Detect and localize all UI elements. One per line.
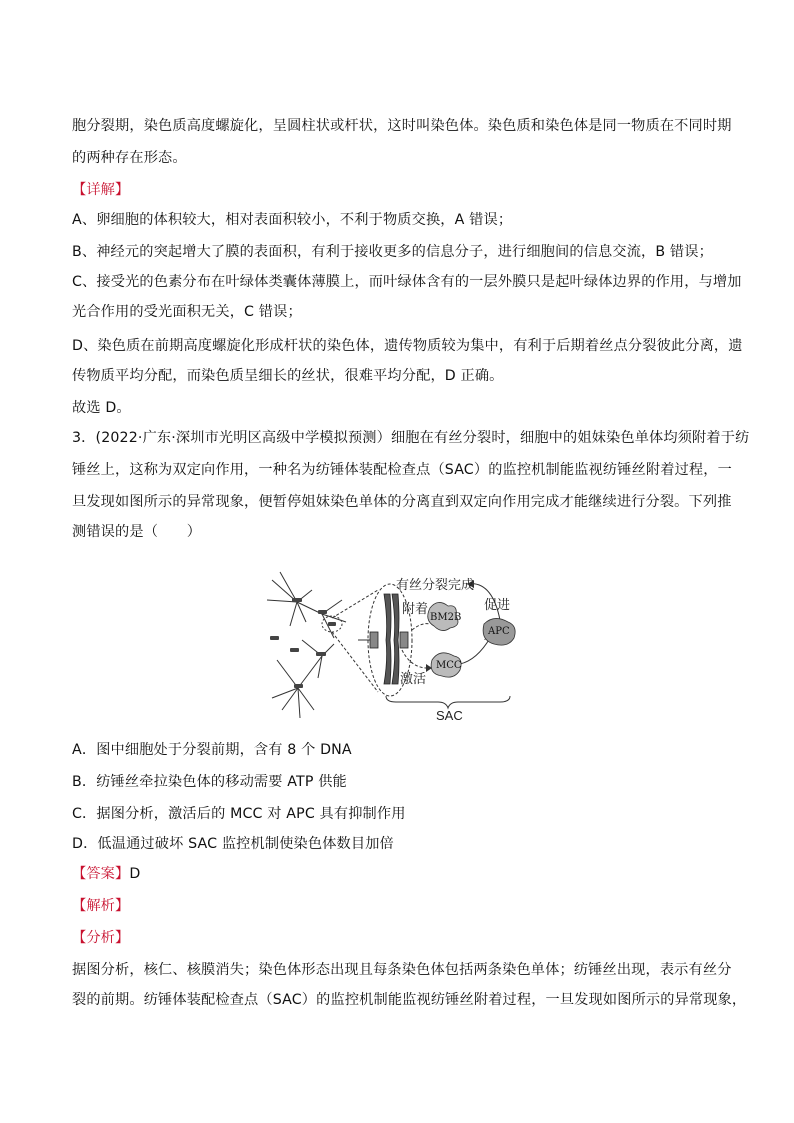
- sac-mechanism-figure: [262, 560, 532, 728]
- answer-value: D: [129, 866, 141, 882]
- option-d: D．低温通过破坏 SAC 监控机制使染色体数目加倍: [72, 836, 394, 852]
- sac-brace: [386, 696, 510, 708]
- answer-line: [72, 864, 732, 884]
- question-3-stem-line-4: 测错误的是（ ）: [72, 524, 202, 540]
- option-b: B．纺锤丝牵拉染色体的移动需要 ATP 供能: [72, 774, 347, 790]
- intro-line-2: 的两种存在形态。: [72, 150, 187, 166]
- analysis-line-1: 据图分析，核仁、核膜消失；染色体形态出现且每条染色体包括两条染色单体；纺锤丝出现，表示有丝分: [72, 962, 732, 978]
- label-bm2b: BM2B: [430, 612, 462, 623]
- label-mcc: MCC: [436, 660, 462, 671]
- analysis-line-2: 裂的前期。纺锤体装配检查点（SAC）的监控机制能监视纺锤丝附着过程，一旦发现如图所示的异常现象，: [72, 992, 747, 1008]
- detail-option-d-line-1: D、染色质在前期高度螺旋化形成杆状的染色体，遗传物质较为集中，有利于后期着丝点分裂彼此分离，遗: [72, 338, 743, 354]
- spindle-cells-illustration: [267, 572, 378, 718]
- question-3-stem-line-2: 锤丝上，这称为双定向作用，一种名为纺锤体装配检查点（SAC）的监控机制能监视纺锤丝附着过程，一: [72, 462, 732, 478]
- question-3-stem-line-1: 3．(2022·广东·深圳市光明区高级中学模拟预测）细胞在有丝分裂时，细胞中的姐妹染色单体均须附着于纺: [72, 430, 750, 446]
- label-promote: 促进: [484, 598, 511, 613]
- detail-conclusion: 故选 D。: [72, 400, 131, 416]
- detail-option-c-line-2: 光合作用的受光面积无关，C 错误；: [72, 304, 302, 320]
- intro-line-1: 胞分裂期，染色质高度螺旋化，呈圆柱状或杆状，这时叫染色体。染色质和染色体是同一物质在不同时期: [72, 118, 732, 134]
- detail-option-c-line-1: C、接受光的色素分布在叶绿体类囊体薄膜上，而叶绿体含有的一层外膜只是起叶绿体边界的作用，与增加: [72, 274, 742, 290]
- detail-option-a: A、卵细胞的体积较大，相对表面积较小，不利于物质交换，A 错误；: [72, 212, 513, 228]
- option-c: C．据图分析，激活后的 MCC 对 APC 具有抑制作用: [72, 806, 406, 822]
- label-sac: SAC: [436, 708, 463, 723]
- question-3-stem-line-3: 旦发现如图所示的异常现象，便暂停姐妹染色单体的分离直到双定向作用完成才能继续进行分裂。下列推: [72, 494, 732, 510]
- label-apc: APC: [488, 626, 510, 637]
- detail-option-b: B、神经元的突起增大了膜的表面积，有利于接收更多的信息分子，进行细胞间的信息交流，B 错误；: [72, 244, 713, 260]
- analysis-sub-heading: 【分析】: [72, 930, 130, 946]
- option-a: A．图中细胞处于分裂前期，含有 8 个 DNA: [72, 742, 352, 758]
- chromosome-marks: [270, 598, 336, 688]
- label-mitosis-complete: 有丝分裂完成: [396, 578, 475, 593]
- detail-option-d-line-2: 传物质平均分配，而染色质呈细长的丝状，很难平均分配，D 正确。: [72, 368, 504, 384]
- detail-heading: 【详解】: [72, 182, 130, 198]
- analysis-heading: 【解析】: [72, 898, 130, 914]
- answer-heading: 【答案】: [72, 866, 130, 882]
- label-activate: 激活: [400, 672, 427, 687]
- label-attach: 附着: [402, 602, 429, 617]
